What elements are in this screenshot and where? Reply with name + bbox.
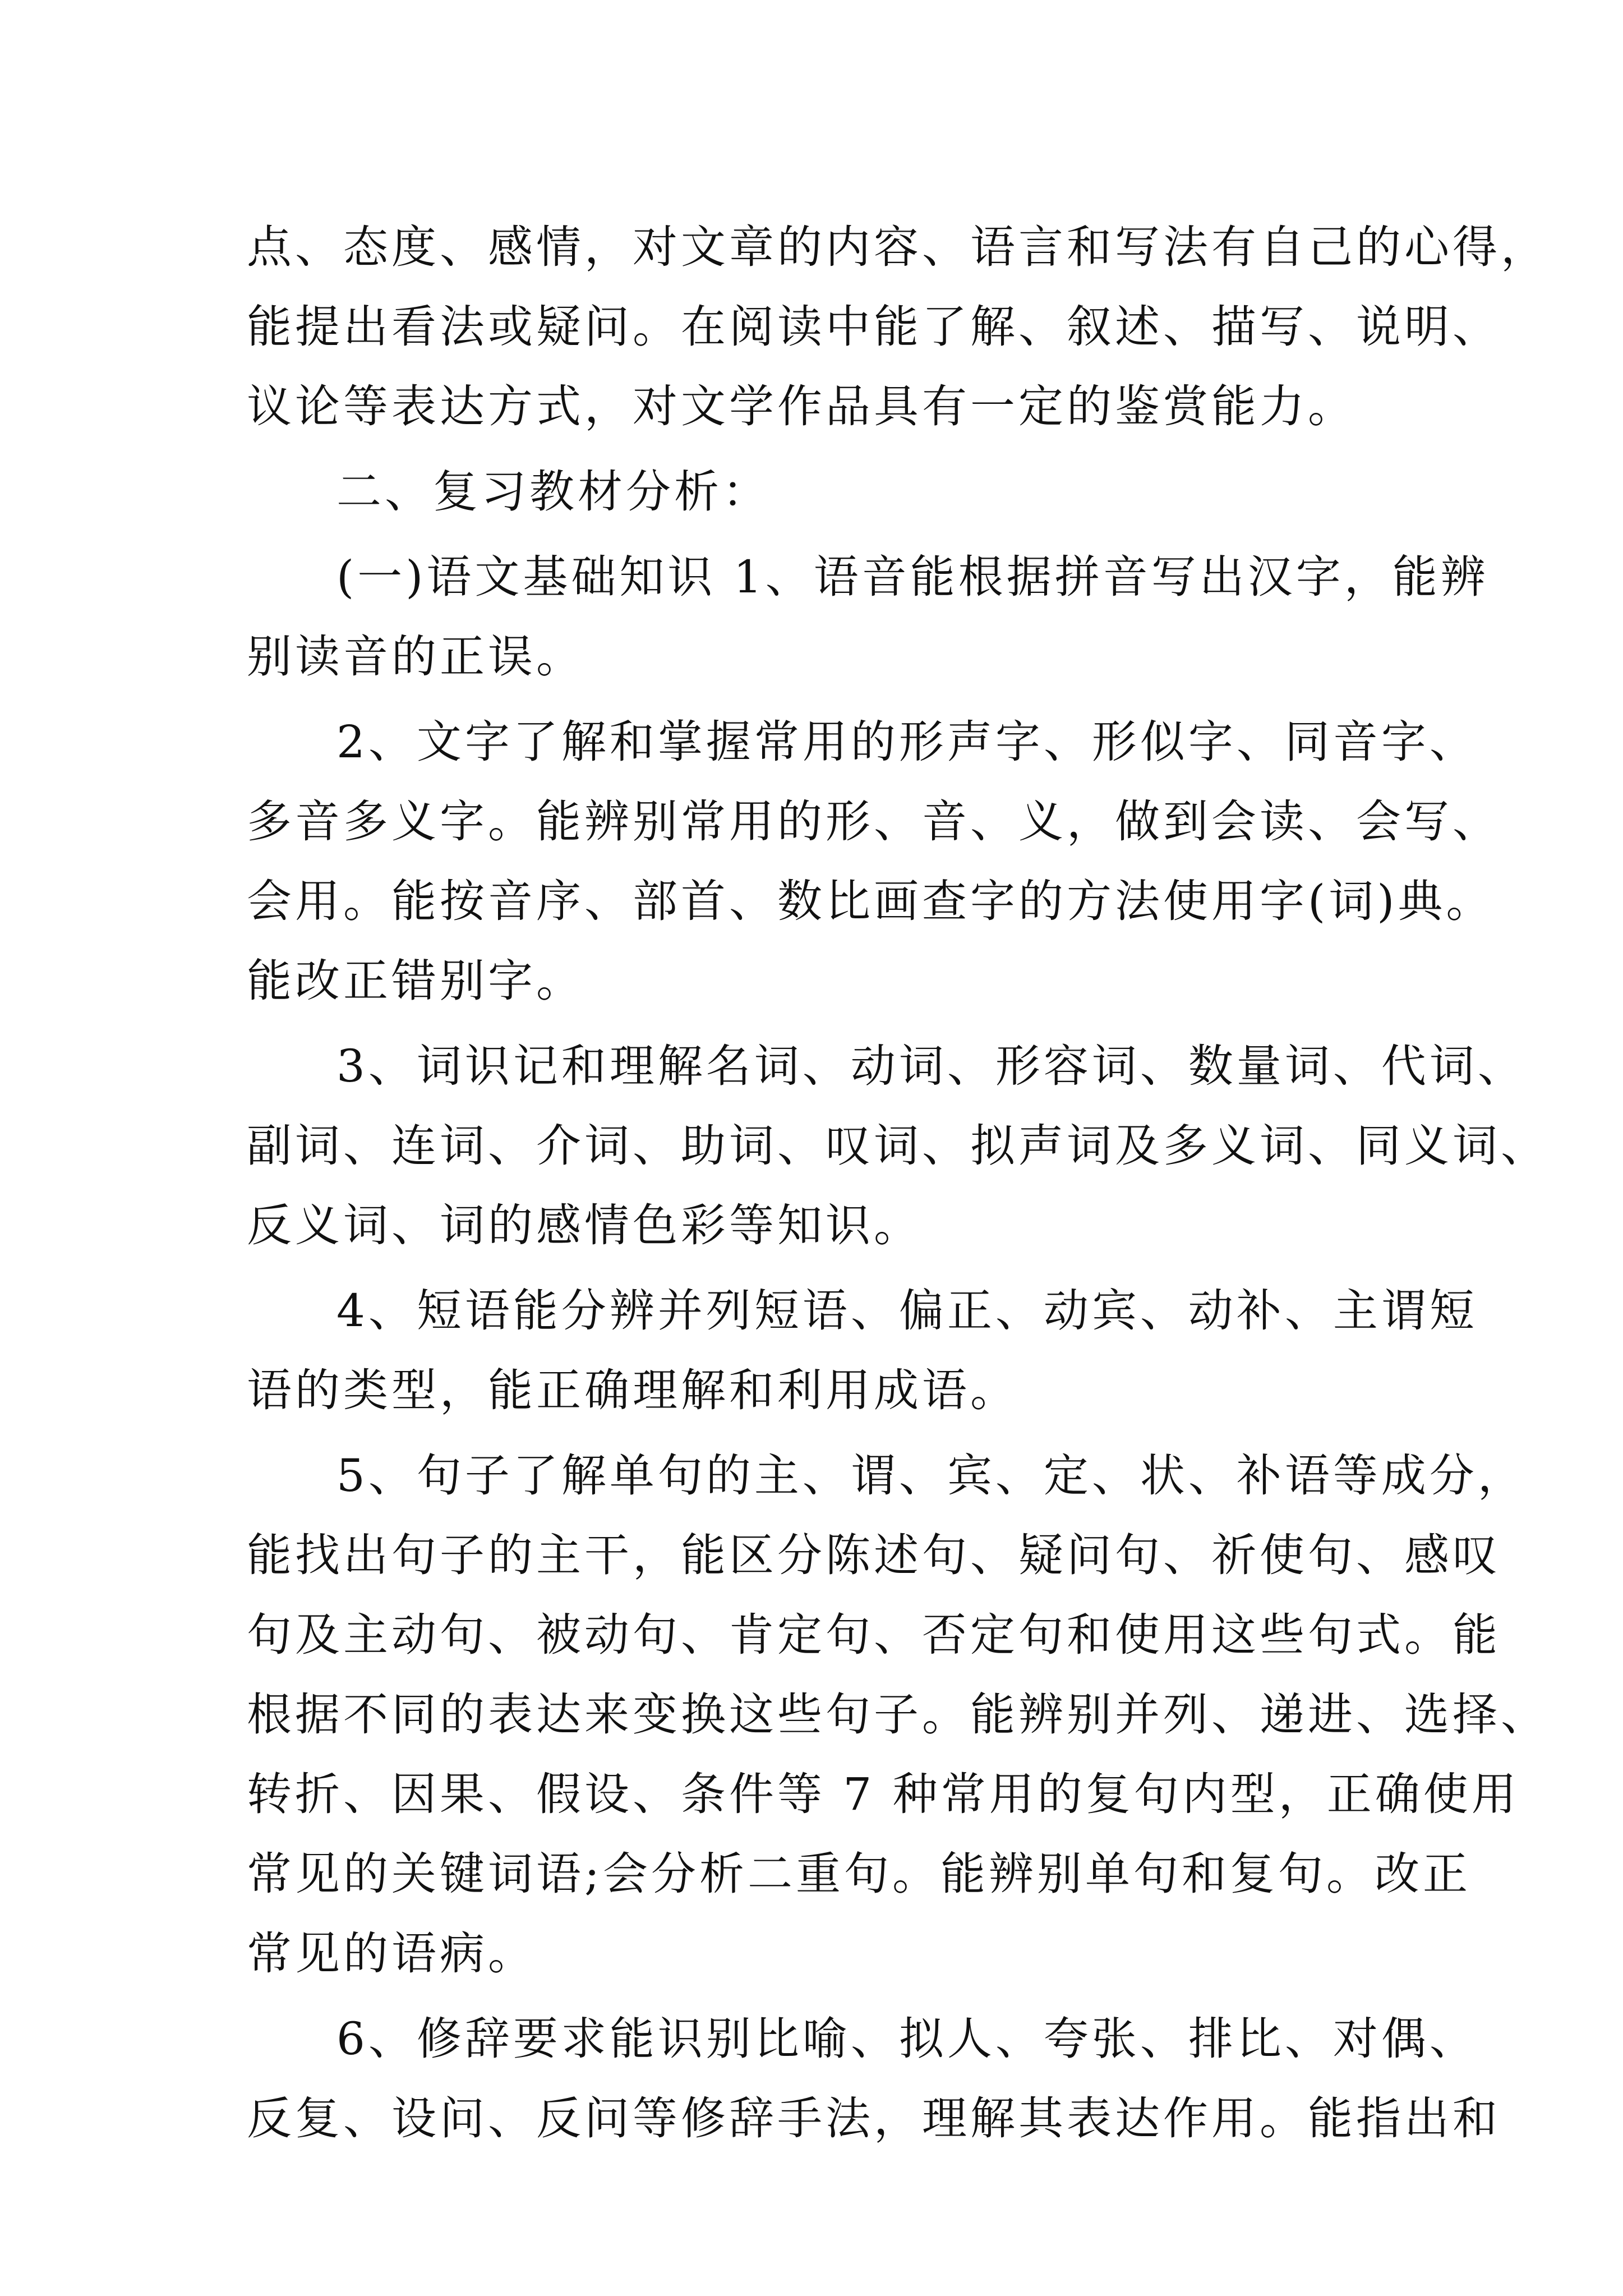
section-heading-materials-analysis [247,452,1402,532]
text-line: 二、复习教材分析： [336,466,771,518]
text-line: 语的类型，能正确理解和利用成语。 [247,1364,1018,1416]
text-line: 能找出句子的主干，能区分陈述句、疑问句、祈使句、感叹 [247,1529,1501,1581]
text-line: 议论等表达方式，对文学作品具有一定的鉴赏能力。 [247,380,1356,432]
paragraph-phonetics [247,537,1489,697]
text-line: 2、文字了解和掌握常用的形声字、形似字、同音字、 [336,716,1478,768]
text-line: 6、修辞要求能识别比喻、拟人、夸张、排比、对偶、 [336,2013,1478,2065]
text-line: 能改正错别字。 [247,955,584,1007]
paragraph-sentences [247,1436,1549,1994]
document-page [247,208,1549,2159]
text-line: 会用。能按音序、部首、数比画查字的方法使用字(词)典。 [247,875,1495,927]
paragraph-words [247,1027,1549,1266]
paragraph-rhetoric [247,1999,1501,2159]
text-line: 常见的语病。 [247,1927,536,1980]
text-line: 转折、因果、假设、条件等 7 种常用的复句内型，正确使用 [247,1768,1520,1820]
text-line: 点、态度、感情，对文章的内容、语言和写法有自己的心得， [247,221,1549,273]
text-line: 别读音的正误。 [247,631,584,683]
text-line: 多音多义字。能辨别常用的形、音、义，做到会读、会写、 [247,795,1501,848]
text-line: 副词、连词、介词、助词、叹词、拟声词及多义词、同义词、 [247,1120,1549,1172]
text-line: 能提出看法或疑问。在阅读中能了解、叙述、描写、说明、 [247,301,1501,353]
text-line: 3、词识记和理解名词、动词、形容词、数量词、代词、 [336,1040,1526,1092]
text-line: 5、句子了解单句的主、谓、宾、定、状、补语等成分， [336,1450,1526,1502]
text-line: (一)语文基础知识 1、语音能根据拼音写出汉字，能辨 [336,551,1489,603]
text-line: 反复、设问、反问等修辞手法，理解其表达作用。能指出和 [247,2092,1501,2145]
paragraph-reading-ability [247,208,1549,447]
text-line: 根据不同的表达来变换这些句子。能辨别并列、递进、选择、 [247,1688,1549,1741]
text-line: 常见的关键词语;会分析二重句。能辨别单句和复句。改正 [247,1848,1471,1900]
paragraph-phrases [247,1271,1478,1430]
text-line: 反义词、词的感情色彩等知识。 [247,1199,922,1251]
paragraph-characters [247,702,1501,1021]
text-line: 句及主动句、被动句、肯定句、否定句和使用这些句式。能 [247,1609,1501,1661]
text-line: 4、短语能分辨并列短语、偏正、动宾、动补、主谓短 [336,1285,1478,1337]
